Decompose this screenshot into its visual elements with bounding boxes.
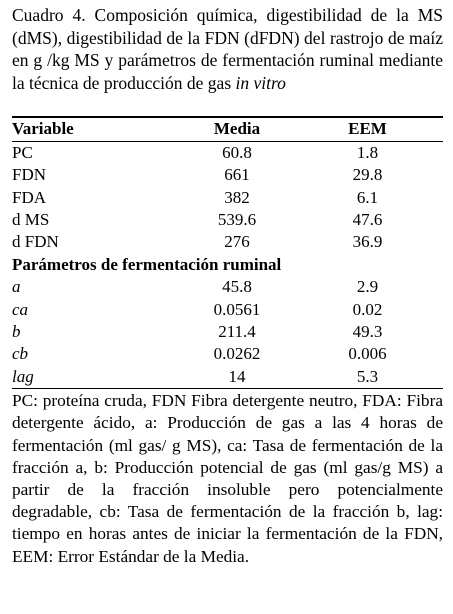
cell-media: 14 [228, 366, 246, 386]
data-table [12, 118, 443, 140]
section-row [12, 254, 443, 276]
cell-media: 539.6 [217, 210, 257, 229]
cell-variable: PC [12, 142, 33, 162]
cell-variable: ca [12, 299, 29, 319]
header-row [12, 118, 443, 140]
cell-media: 60.8 [222, 142, 252, 162]
cell-variable: FDA [12, 187, 47, 207]
caption-text: Cuadro 4. Composición química, digestibilidad de la MS (dMS), digestibilidad de la FDN (dFDN) del rastrojo de maíz en g /kg MS y parámetros de fermentación ruminal mediante la técnica de producción de gas [12, 5, 443, 93]
section-title: Parámetros de fermentación ruminal [12, 254, 282, 274]
table-row [12, 276, 443, 298]
cell-eem: 29.8 [352, 165, 383, 185]
cell-eem: 0.006 [348, 344, 387, 364]
cell-eem: 0.02 [352, 299, 383, 319]
header-media: Media [213, 119, 261, 139]
caption-spacer [12, 94, 443, 116]
cell-media: 0.0262 [213, 344, 261, 364]
cell-media: 382 [224, 187, 250, 207]
table-footnote: PC: proteína cruda, FDN Fibra detergente neutro, FDA: Fibra detergente ácido, a: Producción de gas a las 4 horas de fermentación (ml gas/ g MS), ca: Tasa de fermentación de la fracción a, b: Producción potencial de gas (ml gas/g MS) a partir de la fracción insoluble pero potencialmente degradable, cb: Tasa de fermentación de la fracción b, lag: tiempo en horas antes de iniciar la fermentación de la FDN, EEM: Error Estándar de la Media. [12, 391, 443, 566]
cell-eem: 1.8 [356, 142, 379, 162]
cell-eem: 6.1 [356, 187, 379, 207]
cell-variable: a [12, 277, 21, 297]
table-row [12, 366, 443, 388]
cell-media: 0.0561 [213, 299, 261, 319]
table-row [12, 231, 443, 253]
cell-media: 211.4 [218, 322, 256, 342]
table-row [12, 343, 443, 365]
cell-eem: 2.9 [356, 277, 379, 297]
data-table-body [12, 142, 443, 388]
cell-variable: d FDN [12, 232, 59, 252]
cell-variable: lag [12, 366, 34, 386]
table-row [12, 209, 443, 231]
table-row [12, 164, 443, 186]
cell-eem: 49.3 [352, 322, 383, 342]
cell-eem: 5.3 [356, 366, 379, 386]
cell-media: 276 [224, 232, 250, 252]
table-row [12, 299, 443, 321]
cell-variable: b [12, 322, 21, 342]
cell-eem: 36.9 [352, 232, 383, 252]
table-row [12, 321, 443, 343]
caption-italic: in vitro [235, 72, 286, 93]
table-bottom-rule [12, 388, 443, 389]
table-caption [12, 4, 443, 94]
table-row [12, 187, 443, 209]
cell-eem: 47.6 [352, 210, 383, 229]
cell-variable: FDN [12, 165, 47, 185]
table-row [12, 142, 443, 164]
cell-media: 661 [224, 165, 250, 185]
cell-media: 45.8 [222, 277, 252, 297]
header-variable: Variable [12, 119, 74, 139]
cell-variable: d MS [12, 210, 50, 229]
cell-variable: cb [12, 344, 29, 364]
header-eem: EEM [348, 119, 387, 139]
